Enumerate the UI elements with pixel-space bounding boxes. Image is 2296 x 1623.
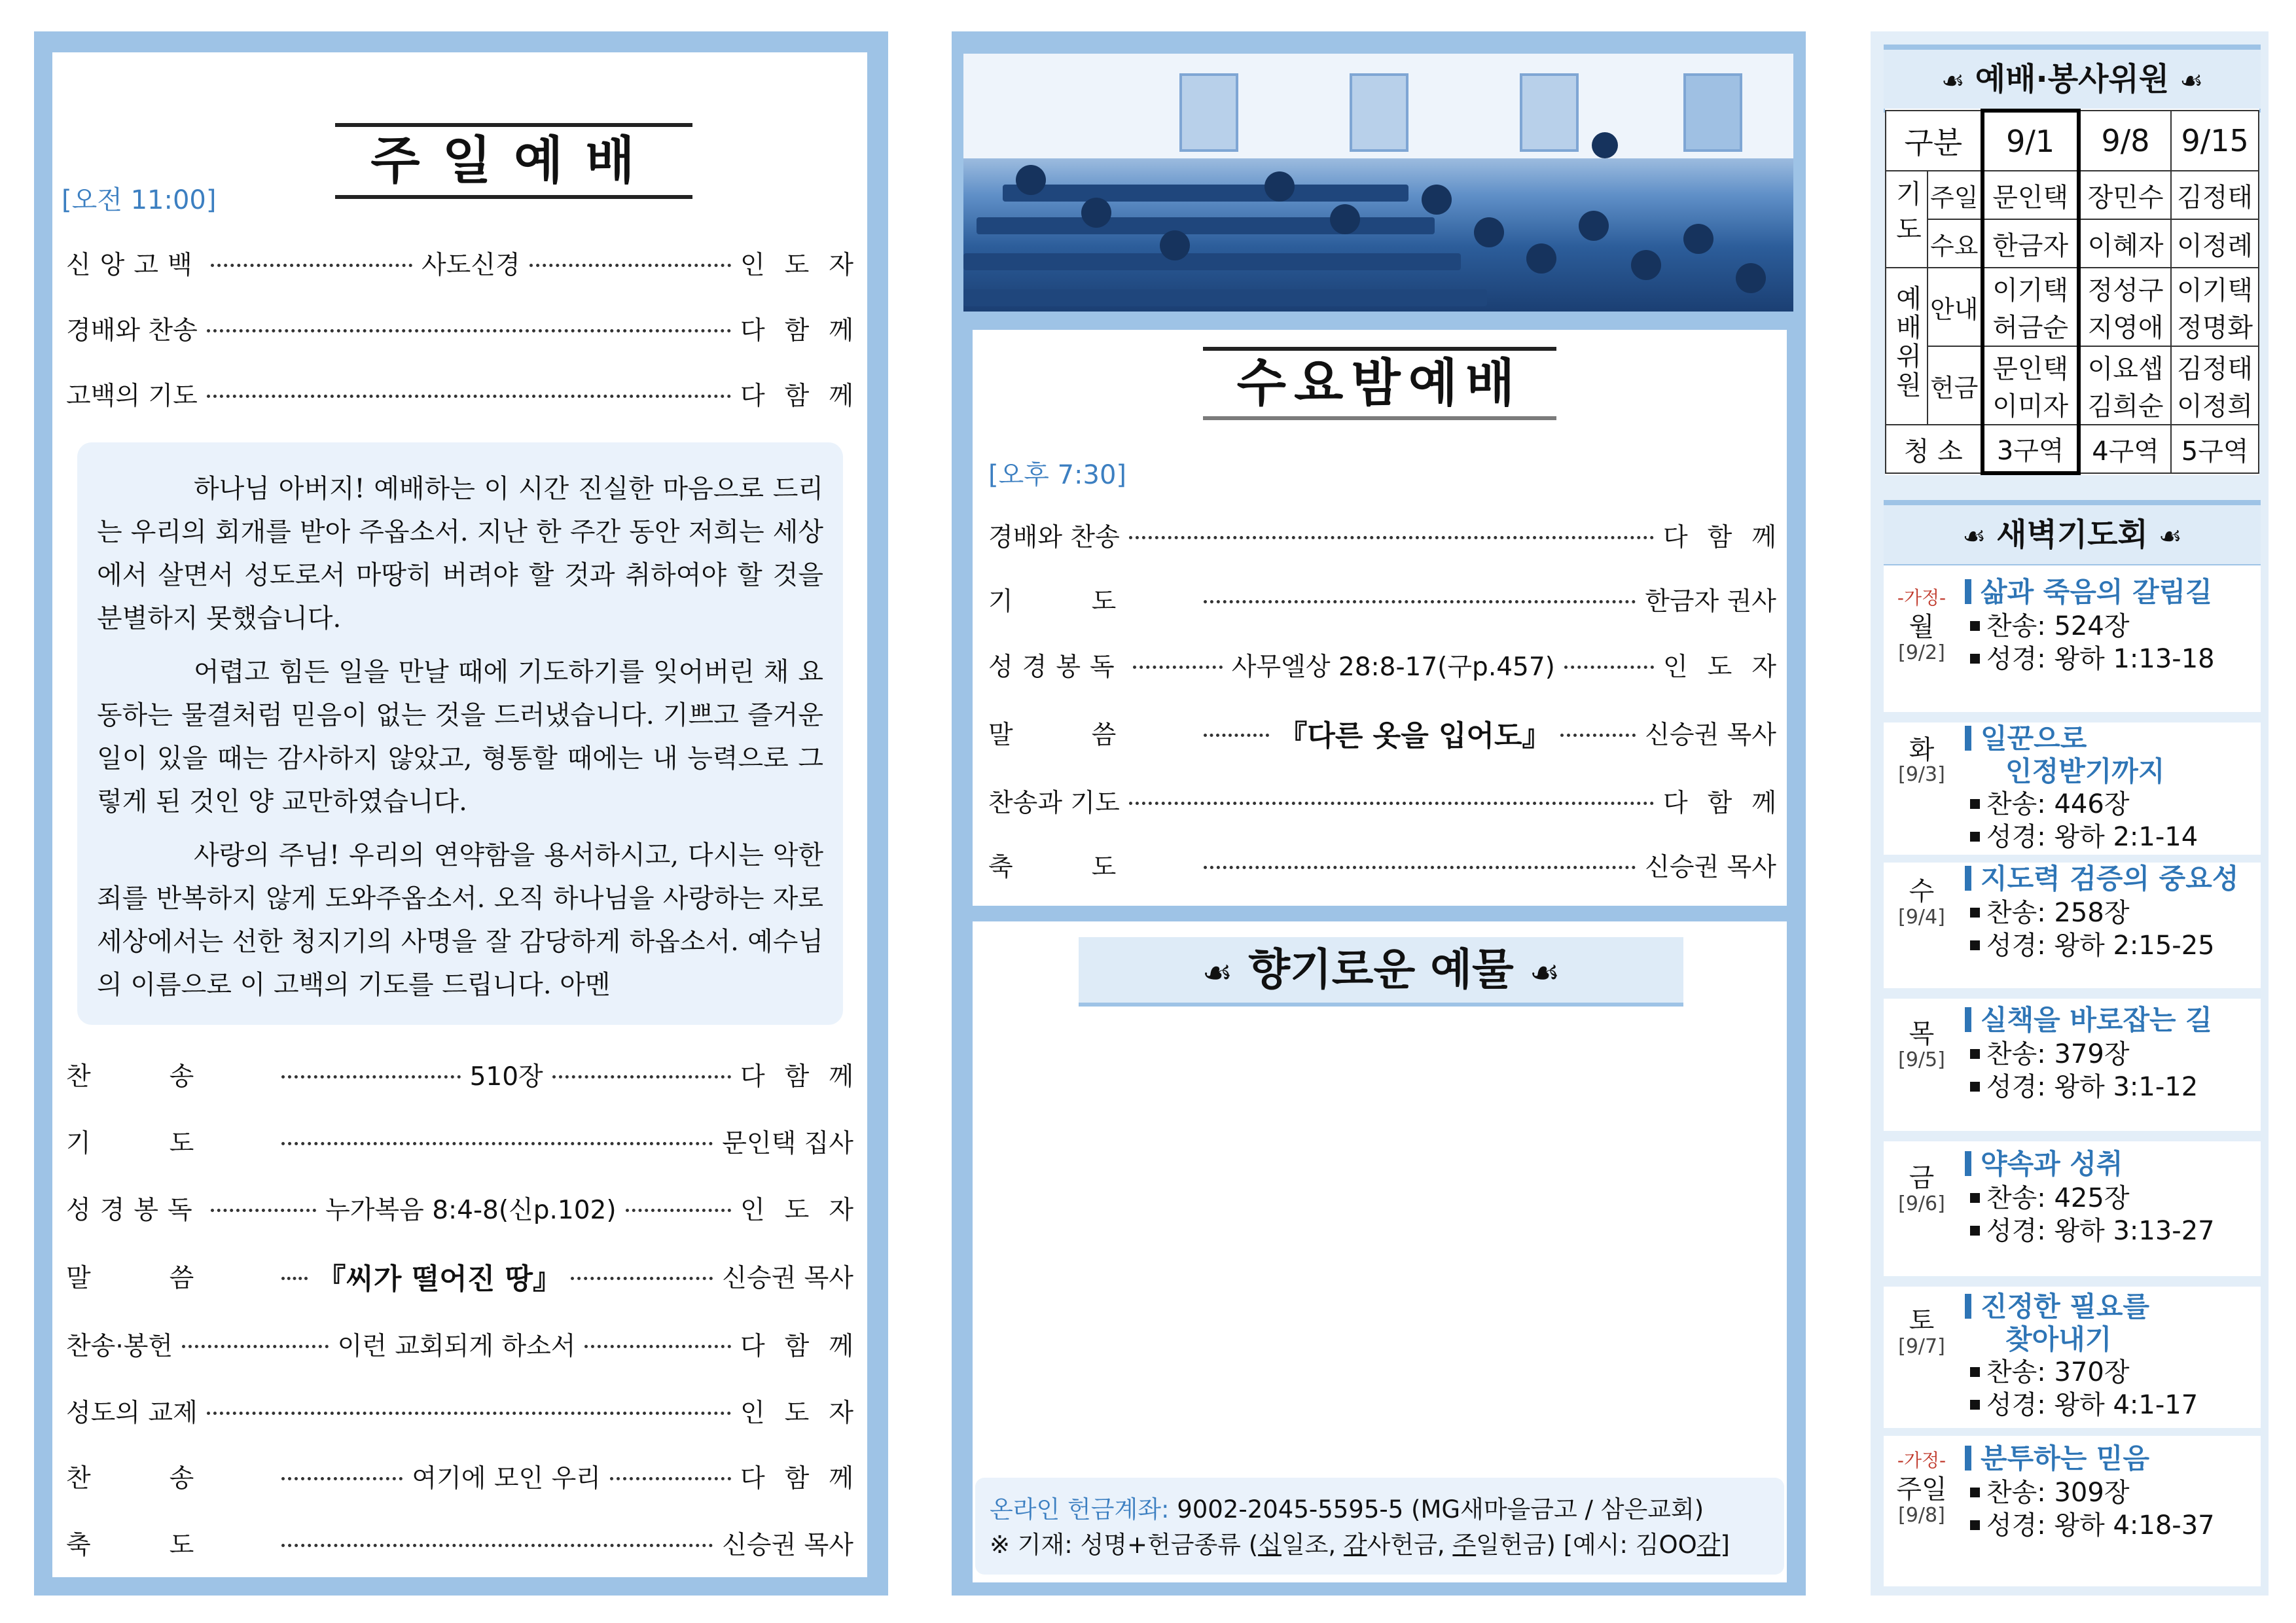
- name: 지영애: [2087, 313, 2164, 343]
- order-row: [66, 1258, 853, 1294]
- day-name: 월: [1909, 612, 1935, 642]
- dawn-day: [1884, 1437, 2261, 1575]
- order-person: 신승권 목사: [1645, 853, 1776, 882]
- day-date: [9/2]: [1898, 641, 1945, 664]
- scripture-line: 성경: 왕하 3:1-12: [1970, 1071, 2198, 1103]
- order-label: 기도: [66, 1129, 273, 1158]
- name: 이기택: [2177, 276, 2253, 306]
- confession-prayer-box: [77, 442, 843, 1025]
- name: 이요셉: [2087, 354, 2164, 384]
- dot-leader: [281, 1275, 308, 1280]
- table-cell: 이혜자: [2079, 219, 2171, 268]
- note-underline: 감: [1343, 1531, 1367, 1559]
- note-underline: 주: [1452, 1531, 1477, 1559]
- order-label: 성경봉독: [66, 1196, 202, 1225]
- sermon-title: 『씨가 떨어진 땅』: [317, 1262, 562, 1296]
- day-name: 수: [1909, 876, 1935, 906]
- divider: [1884, 1428, 2261, 1436]
- scripture-line: 성경: 왕하 1:13-18: [1970, 643, 2215, 675]
- day-theme: 실책을 바로잡는 길: [1965, 1004, 2253, 1037]
- note-text: ]: [1720, 1531, 1730, 1559]
- divider: [1884, 988, 2261, 999]
- sub-cell: 안내: [1928, 268, 1982, 346]
- hymn-line: 찬송: 258장: [1970, 897, 2129, 929]
- hymn-line: 찬송: 309장: [1970, 1476, 2129, 1509]
- dawn-day: [1884, 1004, 2261, 1132]
- table-header-cell: 9/8: [2079, 111, 2171, 171]
- order-row: [988, 581, 1776, 618]
- order-row: [66, 1393, 873, 1429]
- sunday-time: [오전 11:00]: [62, 185, 217, 215]
- duty-title: 예배·봉사위원: [1975, 61, 2170, 98]
- table-cell: [2171, 346, 2259, 425]
- dot-leader: [211, 1207, 316, 1212]
- name: 김정태: [2177, 354, 2253, 384]
- ornament-icon: ☙: [1962, 522, 1986, 552]
- account-value: 9002-2045-5595-5 (MG새마을금고 / 삼은교회): [1177, 1495, 1704, 1524]
- ornament-icon: ☙: [2158, 522, 2182, 552]
- hymn-line: 찬송: 370장: [1970, 1356, 2129, 1389]
- order-person: 문인택 집사: [722, 1129, 853, 1158]
- dot-leader: [529, 262, 731, 267]
- note-text: 사헌금,: [1367, 1531, 1453, 1559]
- table-header-cell: 9/15: [2171, 111, 2259, 171]
- order-label: 경배와 찬송: [66, 316, 198, 346]
- group-cell: [1886, 171, 1928, 268]
- dot-leader: [571, 1275, 713, 1280]
- wednesday-title: 수요밤예배: [1236, 354, 1523, 413]
- order-label: 말씀: [988, 721, 1195, 750]
- order-row: [66, 1056, 874, 1093]
- day-name: 화: [1909, 735, 1935, 765]
- scripture-line: 성경: 왕하 3:13-27: [1970, 1215, 2215, 1247]
- day-theme: 삶과 죽음의 갈림길: [1965, 576, 2253, 609]
- dot-leader: [1204, 598, 1636, 603]
- order-label: 신앙고백: [66, 251, 202, 280]
- scripture-line: 성경: 왕하 4:1-17: [1970, 1389, 2198, 1421]
- table-cell: 한금자: [1982, 219, 2079, 268]
- order-label: 축도: [66, 1531, 273, 1560]
- sermon-title: 『다른 옷을 입어도』: [1278, 719, 1551, 753]
- divider: [1884, 1131, 2261, 1141]
- note-line: [990, 1527, 1768, 1563]
- dot-leader: [182, 1343, 329, 1348]
- dawn-title-box: [1884, 500, 2261, 568]
- table-cell: 김정태: [2171, 171, 2259, 219]
- group-label: 기도: [1891, 179, 1922, 251]
- order-row: [66, 376, 873, 412]
- name: 정성구: [2087, 276, 2164, 306]
- order-person: 인도자: [740, 1399, 873, 1428]
- table-cell: [2171, 268, 2259, 346]
- dot-leader: [1129, 800, 1654, 805]
- dot-leader: [207, 1410, 731, 1415]
- sunday-title: 주일예배: [370, 132, 657, 190]
- day-date: [9/7]: [1898, 1335, 1945, 1358]
- day-date: [9/5]: [1898, 1048, 1945, 1071]
- dot-leader: [1560, 732, 1636, 737]
- order-row: [988, 847, 1776, 883]
- dot-leader: [626, 1207, 731, 1212]
- day-theme: 일꾼으로 인정받기까지: [1965, 722, 2253, 788]
- offering-title: 향기로운 예물: [1248, 944, 1514, 995]
- family-label: -가정-: [1897, 587, 1946, 609]
- order-row: [988, 517, 1796, 554]
- order-person: 다함께: [740, 1332, 873, 1361]
- order-person: 한금자 권사: [1645, 587, 1776, 616]
- order-label: 성도의 교제: [66, 1399, 198, 1428]
- dawn-day: [1884, 863, 2261, 991]
- ornament-icon: ☙: [1202, 954, 1233, 993]
- day-date: [9/6]: [1898, 1192, 1945, 1215]
- order-person: 다함께: [740, 1464, 873, 1493]
- table-cell: 3구역: [1982, 425, 2079, 473]
- wednesday-time: [오후 7:30]: [988, 460, 1127, 490]
- dot-leader: [610, 1475, 731, 1480]
- order-row: [66, 245, 873, 281]
- dawn-day: [1884, 722, 2261, 853]
- order-person: 다함께: [740, 316, 873, 346]
- group-cell: [1886, 268, 1928, 425]
- note-underline: 십: [1258, 1531, 1282, 1559]
- order-row: [988, 647, 1796, 683]
- order-label: 찬송·봉헌: [66, 1332, 173, 1361]
- dot-leader: [281, 1140, 713, 1145]
- note-text: 일조,: [1281, 1531, 1344, 1559]
- table-cell: 문인택: [1982, 171, 2079, 219]
- duty-title-box: [1884, 45, 2261, 113]
- name: 김희순: [2087, 391, 2164, 421]
- name: 이미자: [1992, 391, 2069, 421]
- order-label: 축도: [988, 853, 1195, 882]
- dot-leader: [281, 1475, 403, 1480]
- dot-leader: [207, 327, 731, 332]
- dot-leader: [584, 1343, 731, 1348]
- dot-leader: [552, 1073, 731, 1079]
- day-theme: 약속과 성취: [1965, 1148, 2253, 1181]
- order-label: 고백의 기도: [66, 382, 198, 411]
- order-row: [988, 783, 1796, 819]
- ornament-icon: ☙: [2179, 66, 2204, 96]
- order-person: 인도자: [1662, 652, 1796, 682]
- order-row: [66, 1123, 853, 1160]
- hymn-line: 찬송: 379장: [1970, 1038, 2129, 1071]
- dawn-day: [1884, 1148, 2261, 1276]
- hymn-line: 찬송: 524장: [1970, 610, 2129, 643]
- order-row: [66, 310, 873, 347]
- scripture-line: 성경: 왕하 4:18-37: [1970, 1509, 2215, 1542]
- hymn-line: 찬송: 446장: [1970, 788, 2129, 821]
- day-name: 주일: [1896, 1474, 1947, 1505]
- day-theme: 진정한 필요를 찾아내기: [1965, 1291, 2253, 1356]
- offering-title-box: [1079, 937, 1683, 1007]
- order-label: 성경봉독: [988, 652, 1124, 682]
- order-label: 말씀: [66, 1264, 273, 1293]
- order-row: [988, 715, 1776, 751]
- order-content: 누가복음 8:4-8(신p.102): [325, 1196, 617, 1225]
- group-label: 예배위원: [1891, 284, 1922, 400]
- name: 허금순: [1992, 313, 2069, 343]
- day-date: [9/3]: [1898, 763, 1945, 786]
- divider: [1884, 712, 2261, 722]
- day-name: 토: [1909, 1306, 1935, 1336]
- day-date: [9/8]: [1898, 1504, 1945, 1527]
- day-theme: 분투하는 믿음: [1965, 1442, 2253, 1475]
- order-person: 다함께: [740, 1062, 874, 1092]
- order-label: 찬송과 기도: [988, 789, 1120, 818]
- dot-leader: [1204, 864, 1636, 869]
- day-date: [9/4]: [1898, 906, 1945, 929]
- order-person: 다함께: [1662, 523, 1796, 552]
- dot-leader: [1204, 732, 1269, 737]
- order-person: 신승권 목사: [722, 1264, 853, 1293]
- dot-leader: [281, 1073, 460, 1079]
- sunday-title-box: [335, 123, 692, 199]
- day-name: 금: [1909, 1163, 1935, 1193]
- name: 문인택: [1992, 354, 2069, 384]
- note-text: ※ 기재: 성명+헌금종류 (: [990, 1531, 1259, 1559]
- order-person: 다함께: [1662, 789, 1796, 818]
- dawn-title: 새벽기도회: [1996, 516, 2148, 553]
- dot-leader: [211, 262, 412, 267]
- duty-roster-table: [1885, 109, 2259, 475]
- note-underline: 감: [1696, 1531, 1721, 1559]
- order-person: 인도자: [740, 1196, 873, 1225]
- name: 이정희: [2177, 391, 2253, 421]
- offering-account-note: [975, 1478, 1784, 1575]
- order-content: 여기에 모인 우리: [412, 1464, 601, 1493]
- prayer-paragraph: 하나님 아버지! 예배하는 이 시간 진실한 마음으로 드리는 우리의 회개를 받아 주옵소서. 지난 한 주간 동안 저희는 세상에서 살면서 성도로서 마땅히 버려야 할 것과 취하여야 할 것을 분별하지 못했습니다.: [97, 474, 823, 633]
- order-content: 사도신경: [421, 251, 520, 280]
- name: 이기택: [1992, 276, 2069, 306]
- day-theme: 지도력 검증의 중요성: [1965, 863, 2253, 895]
- table-cell: 장민수: [2079, 171, 2171, 219]
- name: 정명화: [2177, 313, 2253, 343]
- order-content: 사무엘상 28:8-17(구p.457): [1231, 652, 1555, 682]
- table-cell: [2079, 346, 2171, 425]
- table-cell: [2079, 268, 2171, 346]
- dot-leader: [1129, 534, 1654, 539]
- sub-cell: 주일: [1928, 171, 1982, 219]
- wednesday-title-box: [1203, 347, 1556, 420]
- order-person: 인도자: [740, 251, 873, 280]
- dawn-day: [1884, 1291, 2261, 1428]
- dot-leader: [1133, 664, 1223, 669]
- order-row: [66, 1326, 873, 1363]
- scripture-line: 성경: 왕하 2:1-14: [1970, 821, 2198, 853]
- table-header-cell: 구분: [1886, 111, 1982, 171]
- order-person: 신승권 목사: [1645, 721, 1776, 750]
- dawn-day: [1884, 576, 2261, 709]
- table-cell: 5구역: [2171, 425, 2259, 473]
- dot-leader: [281, 1542, 713, 1547]
- sub-cell: 수요: [1928, 219, 1982, 268]
- prayer-paragraph: 어렵고 힘든 일을 만날 때에 기도하기를 잊어버린 채 요동하는 물결처럼 믿음이 없는 것을 드러냈습니다. 기쁘고 즐거운 일이 있을 때는 감사하지 않았고, 형통할 때에는 내 능력으로 그렇게 된 것인 양 교만하였습니다.: [97, 657, 823, 817]
- order-label: 찬송: [66, 1464, 273, 1493]
- order-person: 신승권 목사: [722, 1531, 853, 1560]
- note-text: 일헌금) [예시: 김OO: [1476, 1531, 1697, 1559]
- table-cell: 이정례: [2171, 219, 2259, 268]
- ornament-icon: ☙: [1529, 954, 1560, 993]
- order-label: 경배와 찬송: [988, 523, 1120, 552]
- account-line: [990, 1492, 1768, 1527]
- prayer-paragraph: 사랑의 주님! 우리의 연약함을 용서하시고, 다시는 악한 죄를 반복하지 않게 도와주옵소서. 오직 하나님을 사랑하는 자로 세상에서는 선한 청지기의 사명을 잘 감당하게 하옵소서. 예수님의 이름으로 이 고백의 기도를 드립니다. 아멘: [97, 840, 823, 1000]
- day-name: 목: [1909, 1019, 1935, 1049]
- table-cell: [1982, 346, 2079, 425]
- order-label: 찬송: [66, 1062, 273, 1092]
- dot-leader: [1564, 664, 1654, 669]
- sub-cell: 헌금: [1928, 346, 1982, 425]
- order-content: 이런 교회되게 하소서: [337, 1332, 576, 1361]
- worship-photo: [963, 54, 1793, 312]
- ornament-icon: ☙: [1941, 66, 1965, 96]
- hymn-line: 찬송: 425장: [1970, 1182, 2129, 1215]
- family-label: -가정-: [1897, 1450, 1946, 1471]
- divider: [1884, 1276, 2261, 1287]
- divider: [1884, 855, 2261, 863]
- order-content: 510장: [469, 1062, 543, 1092]
- scripture-line: 성경: 왕하 2:15-25: [1970, 929, 2215, 962]
- table-cell: [1982, 268, 2079, 346]
- table-header-cell: 9/1: [1982, 111, 2079, 171]
- table-cell: 4구역: [2079, 425, 2171, 473]
- account-label: 온라인 헌금계좌:: [990, 1495, 1170, 1524]
- order-row: [66, 1525, 853, 1561]
- order-row: [66, 1190, 873, 1226]
- order-label: 기도: [988, 587, 1195, 616]
- order-row: [66, 1458, 873, 1495]
- sub-cell: 청 소: [1886, 425, 1982, 473]
- dot-leader: [207, 393, 731, 398]
- order-person: 다함께: [740, 382, 873, 411]
